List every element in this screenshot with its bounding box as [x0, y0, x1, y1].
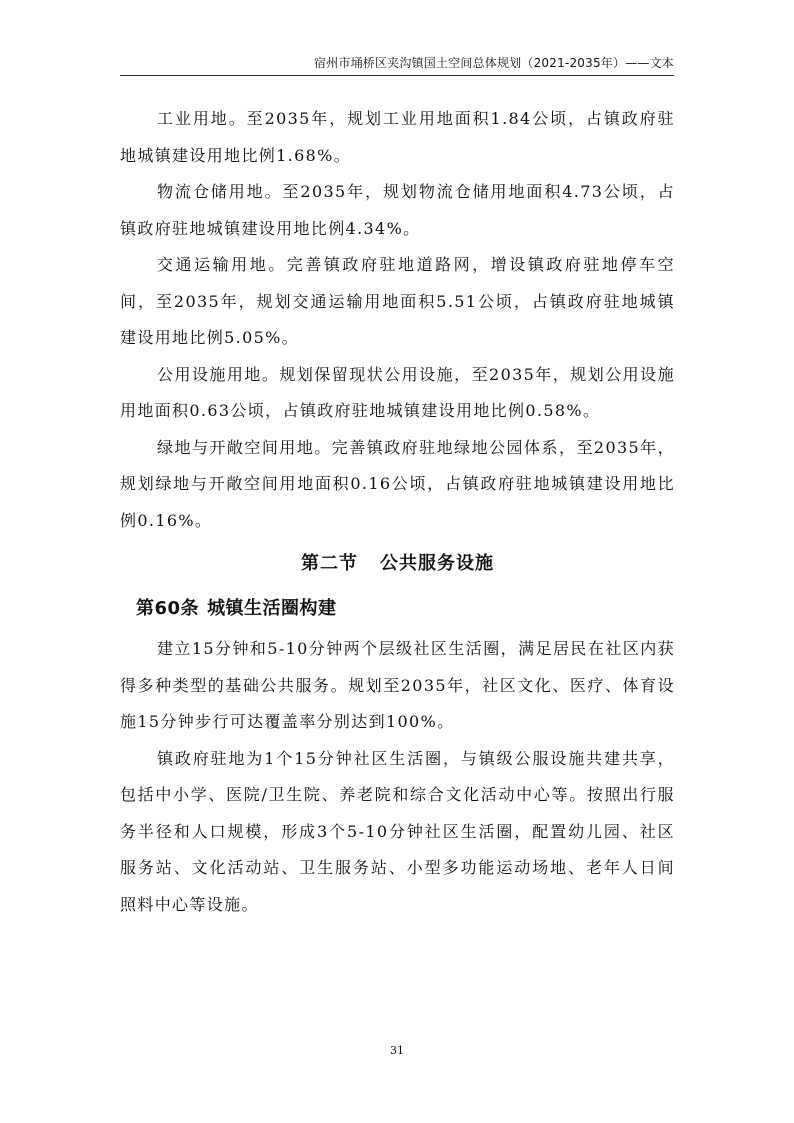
paragraph-industrial-land: 工业用地。至2035年，规划工业用地面积1.84公顷，占镇政府驻地城镇建设用地比例1.68%。 — [120, 109, 675, 165]
header-title: 宿州市埇桥区夹沟镇国土空间总体规划（2021-2035年）——文本 — [313, 56, 674, 70]
article-heading — [136, 587, 675, 631]
paragraph-logistics-land: 物流仓储用地。至2035年，规划物流仓储用地面积4.73公顷，占镇政府驻地城镇建设用地比例4.34%。 — [120, 182, 675, 238]
section-title: 公共服务设施 — [380, 553, 494, 574]
article-number: 第60条 — [136, 598, 200, 619]
paragraph-transport-land: 交通运输用地。完善镇政府驻地道路网，增设镇政府驻地停车空间，至2035年，规划交通运输用地面积5.51公顷，占镇政府驻地城镇建设用地比例5.05%。 — [120, 255, 675, 347]
paragraph-life-circle-levels: 建立15分钟和5-10分钟两个层级社区生活圈，满足居民在社区内获得多种类型的基础公共服务。规划至2035年，社区文化、医疗、体育设施15分钟步行可达覆盖率分别达到100%。 — [120, 639, 675, 731]
section-heading — [120, 545, 675, 583]
section-number: 第二节 — [301, 553, 358, 574]
paragraph-green-space-land: 绿地与开敞空间用地。完善镇政府驻地绿地公园体系，至2035年，规划绿地与开敞空间用地面积0.16公顷，占镇政府驻地城镇建设用地比例0.16%。 — [120, 437, 675, 530]
paragraph-life-circle-facilities: 镇政府驻地为1个15分钟社区生活圈，与镇级公服设施共建共享，包括中小学、医院/卫生院、养老院和综合文化活动中心等。按照出行服务半径和人口规模，形成3个5-10分钟社区生活圈，配置幼儿园、社区服务站、文化活动站、卫生服务站、小型多功能运动场地、老年人日间照料中心等设施。 — [120, 748, 675, 914]
article-title: 城镇生活圈构建 — [207, 598, 337, 619]
page-body — [120, 101, 675, 923]
running-header — [120, 54, 674, 76]
paragraph-utility-land: 公用设施用地。规划保留现状公用设施，至2035年，规划公用设施用地面积0.63公顷，占镇政府驻地城镇建设用地比例0.58%。 — [120, 364, 675, 420]
page-number: 31 — [390, 1044, 404, 1057]
